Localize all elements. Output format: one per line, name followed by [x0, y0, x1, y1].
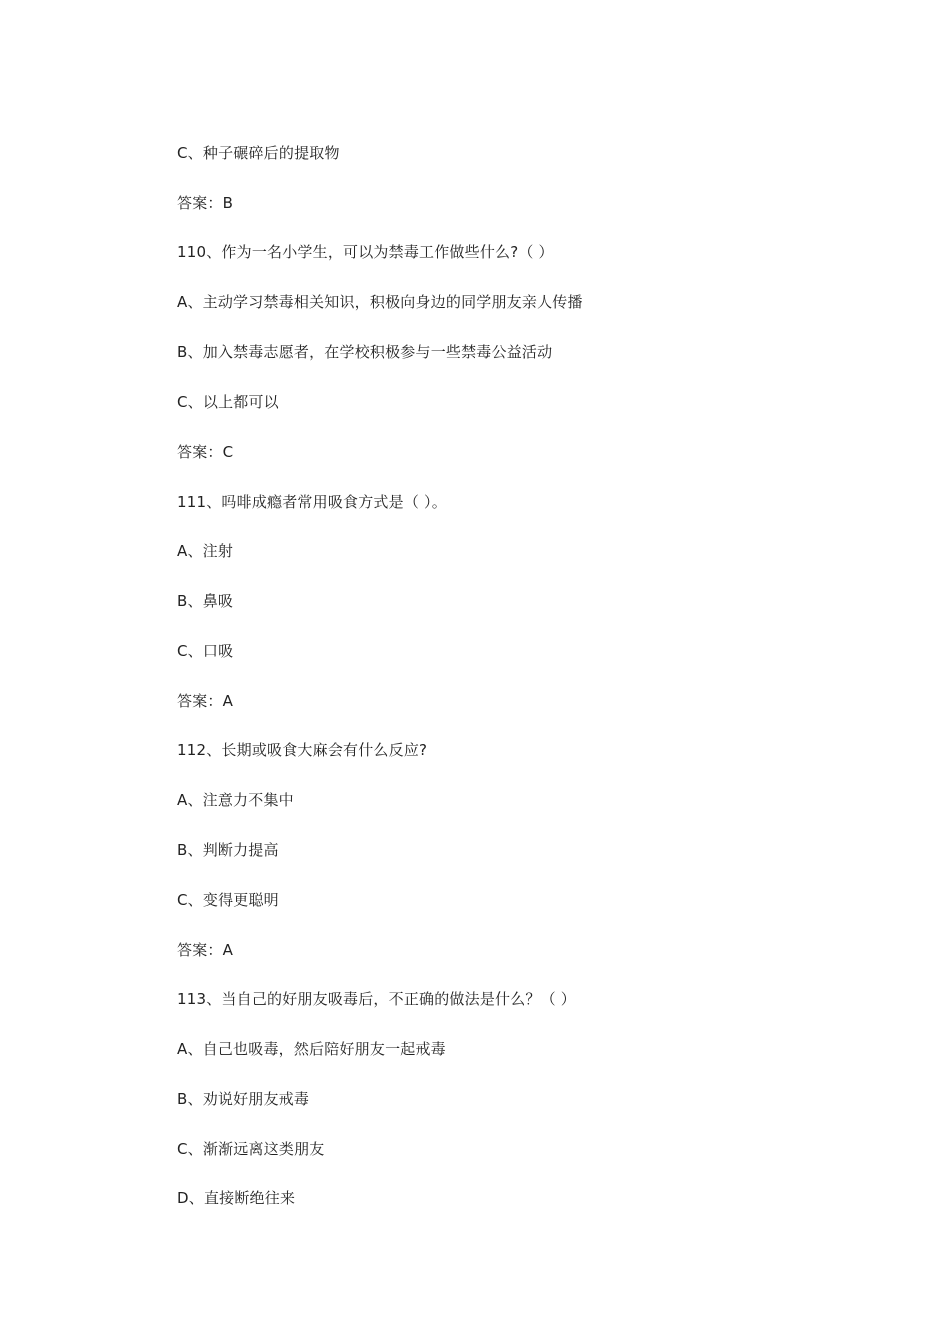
answer-line: 答案：A [177, 692, 234, 710]
question-110: 110、作为一名小学生，可以为禁毒工作做些什么?（ ） [177, 243, 554, 261]
option-line: C、种子碾碎后的提取物 [177, 144, 340, 162]
option-line: B、劝说好朋友戒毒 [177, 1090, 310, 1108]
answer-line: 答案：B [177, 194, 234, 212]
option-line: A、注意力不集中 [177, 791, 294, 809]
question-111: 111、吗啡成瘾者常用吸食方式是（ ）。 [177, 493, 447, 511]
option-line: A、自己也吸毒，然后陪好朋友一起戒毒 [177, 1040, 446, 1058]
answer-line: 答案：C [177, 443, 234, 461]
option-line: B、判断力提高 [177, 841, 279, 859]
question-112: 112、长期或吸食大麻会有什么反应? [177, 741, 428, 759]
option-line: C、口吸 [177, 642, 234, 660]
option-line: A、注射 [177, 542, 234, 560]
option-line: B、加入禁毒志愿者，在学校积极参与一些禁毒公益活动 [177, 343, 553, 361]
question-113: 113、当自己的好朋友吸毒后，不正确的做法是什么？（ ） [177, 990, 577, 1008]
option-line: C、以上都可以 [177, 393, 279, 411]
option-line: C、渐渐远离这类朋友 [177, 1140, 325, 1158]
option-line: B、鼻吸 [177, 592, 234, 610]
answer-line: 答案：A [177, 941, 234, 959]
option-line: D、直接断绝往来 [177, 1189, 296, 1207]
option-line: A、主动学习禁毒相关知识，积极向身边的同学朋友亲人传播 [177, 293, 583, 311]
option-line: C、变得更聪明 [177, 891, 279, 909]
